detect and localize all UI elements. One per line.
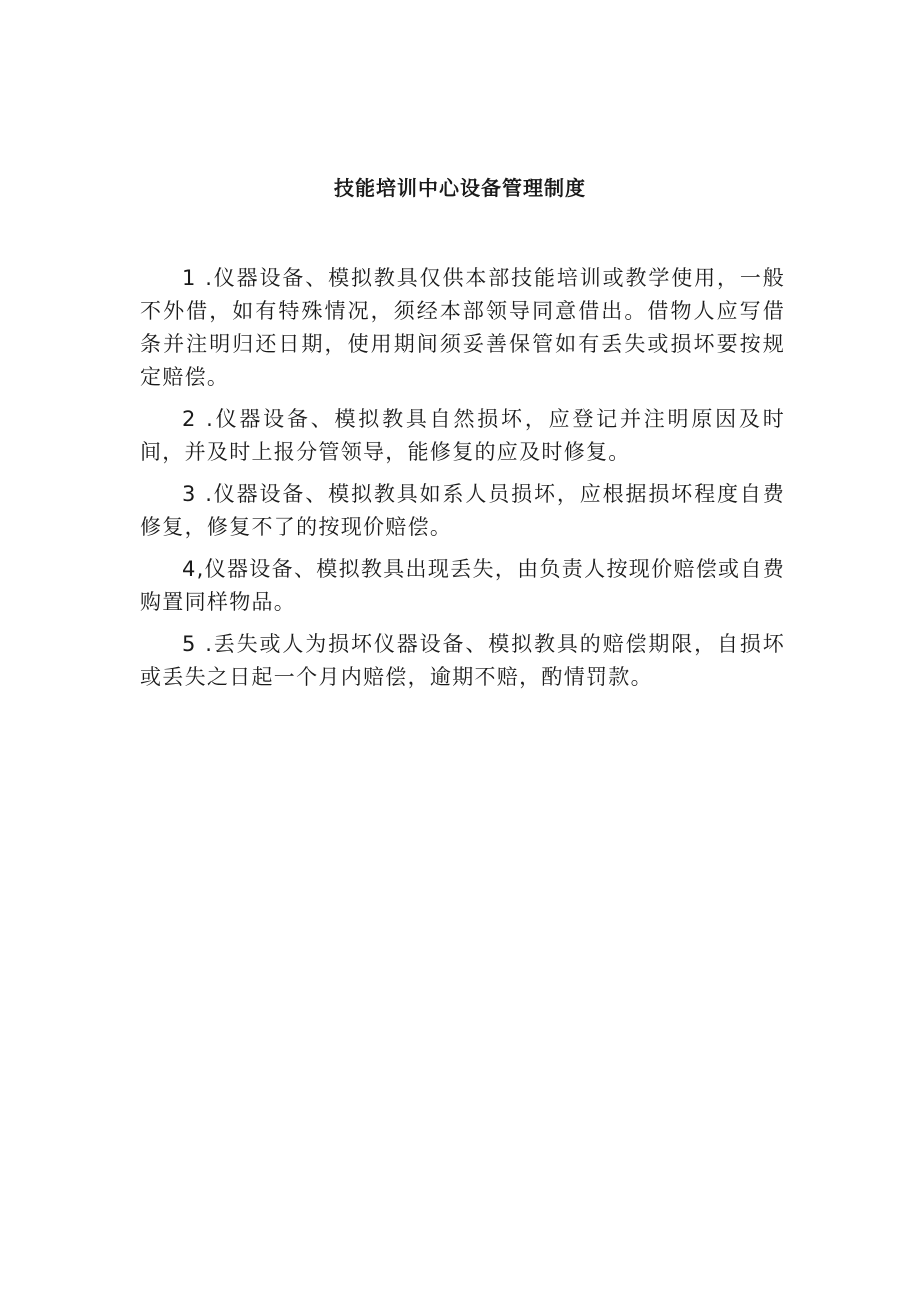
clause-4: 4,仪器设备、模拟教具出现丢失，由负责人按现价赔偿或自费购置同样物品。 [140,557,785,614]
clause-5: 5 .丢失或人为损坏仪器设备、模拟教具的赔偿期限，自损坏或丢失之日起一个月内赔偿，逾期不赔，酌情罚款。 [140,632,785,689]
clause-1: 1 .仪器设备、模拟教具仅供本部技能培训或教学使用，一般不外借，如有特殊情况，须经本部领导同意借出。借物人应写借条并注明归还日期，使用期间须妥善保管如有丢失或损坏要按规定赔偿。 [140,266,785,389]
document-body [140,262,785,703]
document-title: 技能培训中心设备管理制度 [334,176,586,200]
clause-3: 3 .仪器设备、模拟教具如系人员损坏，应根据损坏程度自费修复，修复不了的按现价赔偿。 [140,482,785,539]
clause-2: 2 .仪器设备、模拟教具自然损坏，应登记并注明原因及时间，并及时上报分管领导，能修复的应及时修复。 [140,407,785,464]
